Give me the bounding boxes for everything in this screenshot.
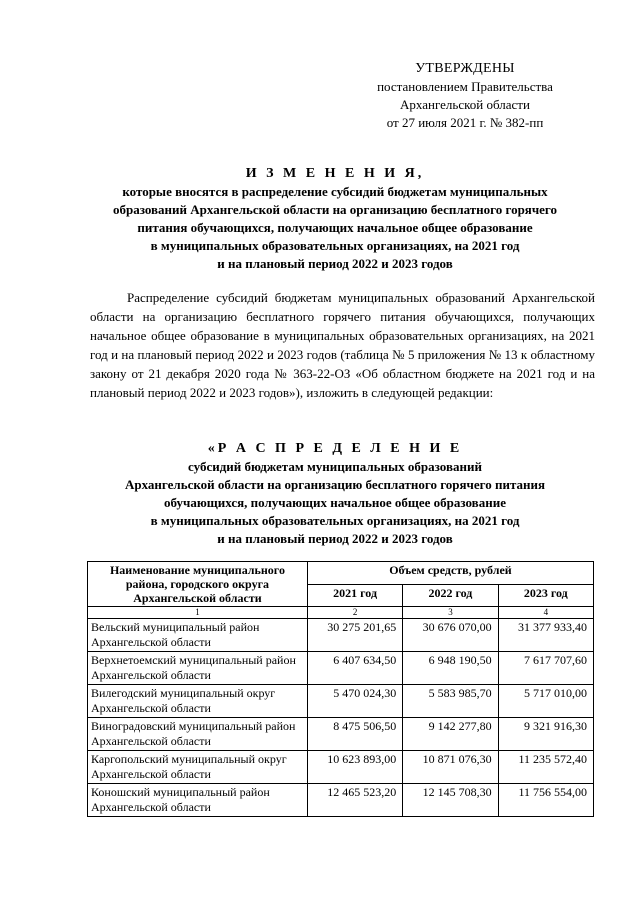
table-row xyxy=(88,718,594,751)
row-2021: 10 623 893,00 xyxy=(307,751,402,784)
row-2023: 11 235 572,40 xyxy=(498,751,593,784)
row-2022: 30 676 070,00 xyxy=(403,619,498,652)
row-2023: 5 717 010,00 xyxy=(498,685,593,718)
subsidy-table xyxy=(87,561,594,817)
changes-heading: И З М Е Н Е Н И Я, xyxy=(245,166,425,181)
header-2021: 2021 год xyxy=(307,584,402,607)
header-volume: Объем средств, рублей xyxy=(307,562,593,585)
distribution-line: субсидий бюджетам муниципальных образований xyxy=(188,459,482,474)
header-2023: 2023 год xyxy=(498,584,593,607)
row-2022: 5 583 985,70 xyxy=(403,685,498,718)
header-name: Наименование муниципального района, городского округа Архангельской области xyxy=(88,562,308,607)
approved-region: Архангельской области xyxy=(400,97,530,112)
column-index: 2 xyxy=(307,607,402,619)
table-row xyxy=(88,619,594,652)
row-2021: 8 475 506,50 xyxy=(307,718,402,751)
row-name: Коношский муниципальный район Архангельской области xyxy=(88,784,308,817)
header-2022: 2022 год xyxy=(403,584,498,607)
distribution-heading: «Р А С П Р Е Д Е Л Е Н И Е xyxy=(207,441,463,456)
row-2023: 9 321 916,30 xyxy=(498,718,593,751)
column-index: 1 xyxy=(88,607,308,619)
column-index: 3 xyxy=(403,607,498,619)
row-name: Виноградовский муниципальный район Архангельской области xyxy=(88,718,308,751)
distribution-line: в муниципальных образовательных организациях, на 2021 год xyxy=(150,513,520,528)
row-name: Каргопольский муниципальный округ Архангельской области xyxy=(88,751,308,784)
row-2021: 5 470 024,30 xyxy=(307,685,402,718)
table-row xyxy=(88,751,594,784)
column-index-row xyxy=(88,607,594,619)
table-row xyxy=(88,784,594,817)
changes-line: и на плановый период 2022 и 2023 годов xyxy=(217,256,453,271)
intro-paragraph: Распределение субсидий бюджетам муниципальных образований Архангельской области на организацию бесплатного горячего питания обучающихся, получающих начальное общее образование в муниципальных образовательных организациях, на 2021 год и на плановый период 2022 и 2023 годов (таблица № 5 приложения № 13 к областному закону от 21 декабря 2020 года № 363-22-ОЗ «Об областном бюджете на 2021 год и на плановый период 2022 и 2023 годов»), изложить в следующей редакции: xyxy=(90,290,595,400)
changes-line: питания обучающихся, получающих начальное общее образование xyxy=(137,220,533,235)
changes-title xyxy=(70,165,600,273)
changes-line: которые вносятся в распределение субсидий бюджетам муниципальных xyxy=(122,184,548,199)
row-2023: 7 617 707,60 xyxy=(498,652,593,685)
approved-date: от 27 июля 2021 г. № 382-пп xyxy=(386,115,544,130)
distribution-line: Архангельской области на организацию бесплатного горячего питания xyxy=(124,477,546,492)
distribution-line: обучающихся, получающих начальное общее образование xyxy=(164,495,506,510)
row-2022: 6 948 190,50 xyxy=(403,652,498,685)
table-row xyxy=(88,685,594,718)
row-2023: 11 756 554,00 xyxy=(498,784,593,817)
row-name: Вельский муниципальный район Архангельской области xyxy=(88,619,308,652)
row-2021: 12 465 523,20 xyxy=(307,784,402,817)
row-2023: 31 377 933,40 xyxy=(498,619,593,652)
row-2021: 30 275 201,65 xyxy=(307,619,402,652)
table-row xyxy=(88,652,594,685)
row-2022: 9 142 277,80 xyxy=(403,718,498,751)
changes-line: образований Архангельской области на организацию бесплатного горячего xyxy=(112,202,558,217)
row-2022: 12 145 708,30 xyxy=(403,784,498,817)
distribution-line: и на плановый период 2022 и 2023 годов xyxy=(217,531,453,546)
row-name: Верхнетоемский муниципальный район Архангельской области xyxy=(88,652,308,685)
changes-line: в муниципальных образовательных организациях, на 2021 год xyxy=(150,238,520,253)
row-name: Вилегодский муниципальный округ Архангельской области xyxy=(88,685,308,718)
distribution-title xyxy=(70,440,600,548)
row-2022: 10 871 076,30 xyxy=(403,751,498,784)
column-index: 4 xyxy=(498,607,593,619)
approved-heading: УТВЕРЖДЕНЫ xyxy=(415,61,515,76)
row-2021: 6 407 634,50 xyxy=(307,652,402,685)
approval-stamp xyxy=(355,60,575,132)
approved-by: постановлением Правительства xyxy=(377,79,553,94)
